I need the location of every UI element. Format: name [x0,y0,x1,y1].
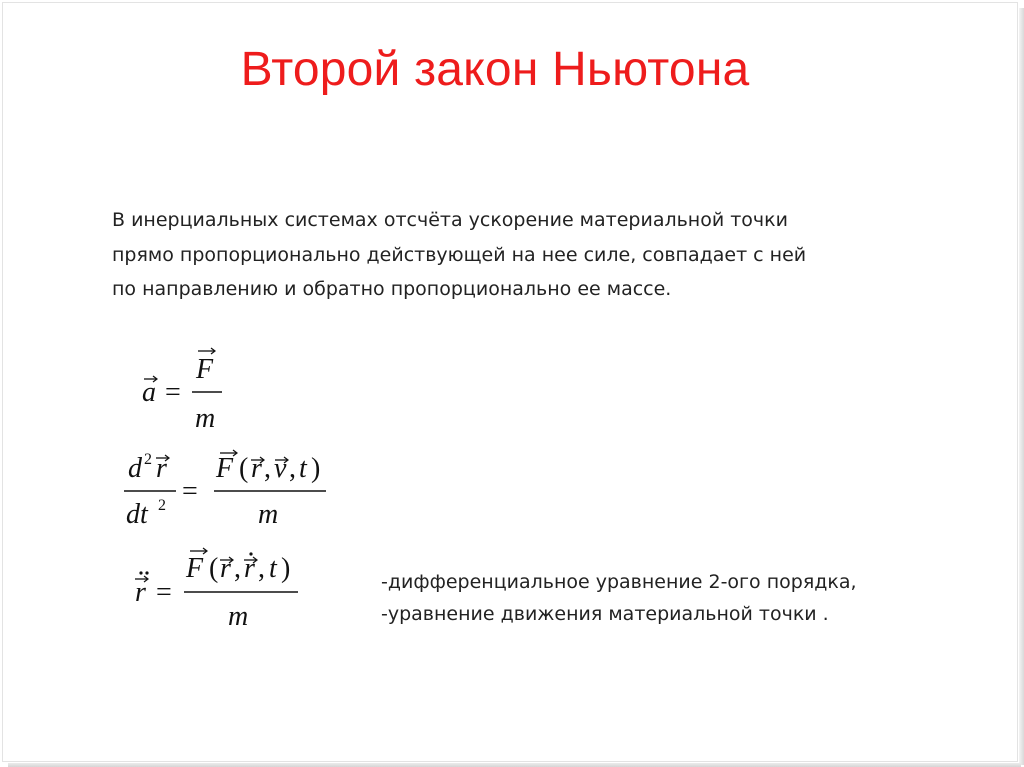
formula-2-eq: = [182,476,198,507]
formula-2-sup: 2 [144,451,152,468]
formula-second-derivative [118,440,338,540]
formula-3-den: m [228,601,249,632]
formula-1-denominator: m [195,403,216,434]
formula-2-r: r [156,453,167,484]
formula-1-lhs: a [142,377,156,408]
formula-2-comma1: , [264,453,271,484]
note-equation-of-motion: -уравнение движения материальной точки . [381,603,829,625]
slide-shadow-bottom [8,763,1021,767]
formula-acceleration [130,345,240,445]
formula-2-sup-den: 2 [158,497,166,514]
formula-2-t: t [299,453,307,484]
note-differential-equation: -дифференциальное уравнение 2-ого порядка, [381,571,857,593]
formula-notes [381,566,941,630]
formula-2-close: ) [311,453,321,484]
formula-3-rdot: r [244,553,255,584]
formula-2-open: ( [239,453,249,484]
formula-3-lhs: r [135,577,146,608]
formula-3-r: r [220,553,231,584]
formula-2-F: F [216,453,234,484]
formula-3-eq: = [156,577,172,608]
formula-3-open: ( [209,553,219,584]
formula-2-comma2: , [289,453,296,484]
formula-3-close: ) [281,553,291,584]
formula-3-F: F [186,553,204,584]
formula-2-dt: dt [126,499,148,530]
formula-equation-of-motion [126,545,326,640]
formula-2-den: m [258,499,279,530]
formula-2-v: v [274,453,287,484]
formula-3-comma2: , [258,553,265,584]
slide-title: Второй закон Ньютона [240,43,750,96]
definition-paragraph: В инерциальных системах отсчёта ускорение материальной точки прямо пропорционально действующей на нее силе, совпадает с ней по направлению и обратно пропорционально ее массе. [112,209,807,300]
formula-3-t: t [269,553,277,584]
formula-2-d: d [128,453,142,484]
formula-1-eq: = [165,377,181,408]
slide-shadow-right [1019,8,1024,765]
formula-3-comma1: , [234,553,241,584]
formula-1-numerator: F [196,354,214,385]
formula-2-r2: r [251,453,262,484]
